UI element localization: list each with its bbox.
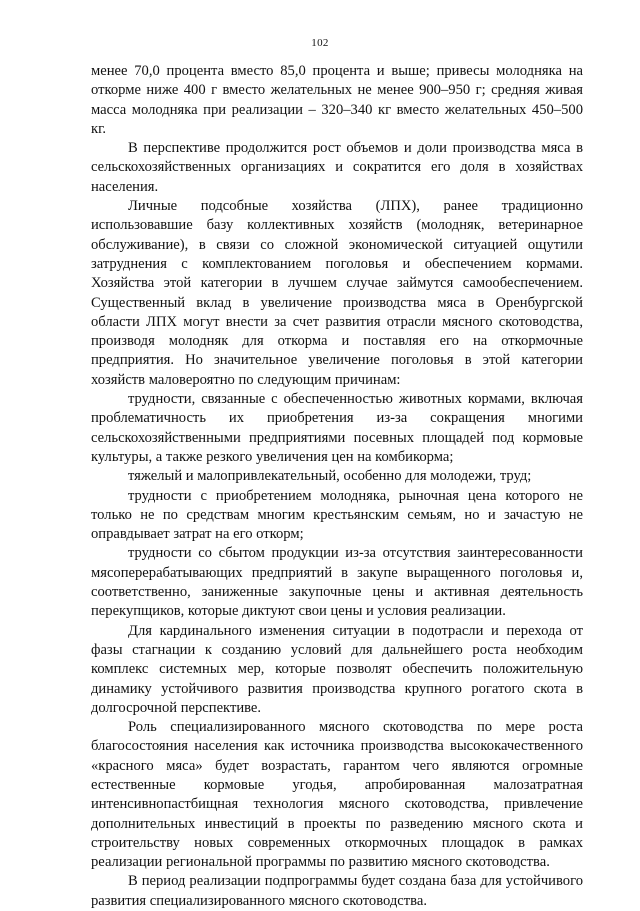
paragraph: В период реализации подпрограммы будет создана база для устойчивого развития специализированного мясного скотоводства. — [91, 873, 583, 909]
list-item: трудности с приобретением молодняка, рыночная цена которого не только не по средствам многим крестьянским семьям, но и зачастую не оправдывает затрат на его откорм; — [91, 487, 583, 543]
body-text — [91, 62, 583, 911]
list-item: трудности со сбытом продукции из-за отсутствия заинтересованности мясоперерабатывающих предприятий в закупе выращенного поголовья и, соответственно, заниженные закупочные цены и активная деятельность перекупщиков, которые диктуют свои цены и условия реализации. — [91, 545, 583, 620]
list-item: трудности, связанные с обеспеченностью животных кормами, включая проблематичность их приобретения из-за сокращения многими сельскохозяйственными предприятиями посевных площадей под кормовые культуры, а также резкого увеличения цен на комбикорма; — [91, 391, 583, 465]
paragraph: Роль специализированного мясного скотоводства по мере роста благосостояния населения как источника производства высококачественного «красного мяса» будет возрастать, гарантом чего являются огромные естественные кормовые угодья, апробированная малозатратная интенсивнопастбищная технология мясного скотоводства, привлечение дополнительных инвестиций в проекты по разведению мясного скота и строительству новых современных откормочных площадок в рамках реализации региональной программы по развитию мясного скотоводства. — [91, 719, 583, 871]
paragraph: В перспективе продолжится рост объемов и доли производства мяса в сельскохозяйственных организациях и сократится его доля в хозяйствах населения. — [91, 140, 583, 195]
paragraph: Для кардинального изменения ситуации в подотрасли и перехода от фазы стагнации к созданию условий для дальнейшего роста необходим комплекс системных мер, которые позволят обеспечить положительную динамику устойчивого развития производства крупного рогатого скота в долгосрочной перспективе. — [91, 622, 583, 716]
page-number: 102 — [311, 37, 329, 49]
list-item: тяжелый и малопривлекательный, особенно для молодежи, труд; — [128, 468, 532, 485]
paragraph: менее 70,0 процента вместо 85,0 процента и выше; привесы молодняка на откорме ниже 400 г вместо желательных не менее 900–950 г; средняя живая масса молодняка при реализации – 320–340 кг вместо желательных 450–500 кг. — [91, 63, 583, 137]
paragraph: Личные подсобные хозяйства (ЛПХ), ранее традиционно использовавшие базу коллективных хозяйств (молодняк, ветеринарное обслуживание), в связи со сложной экономической ситуацией ощутили затруднения с комплектованием поголовья и обеспечением кормами. Хозяйства этой категории в лучшем случае займутся самообеспечением. Существенный вклад в увеличение производства мяса в Оренбургской области ЛПХ могут внести за счет развития отрасли мясного скотоводства, производя молодняк для откорма и поставляя его на откормочные предприятия. Но значительное увеличение поголовья в этой категории хозяйств маловероятно по следующим причинам: — [91, 198, 583, 388]
